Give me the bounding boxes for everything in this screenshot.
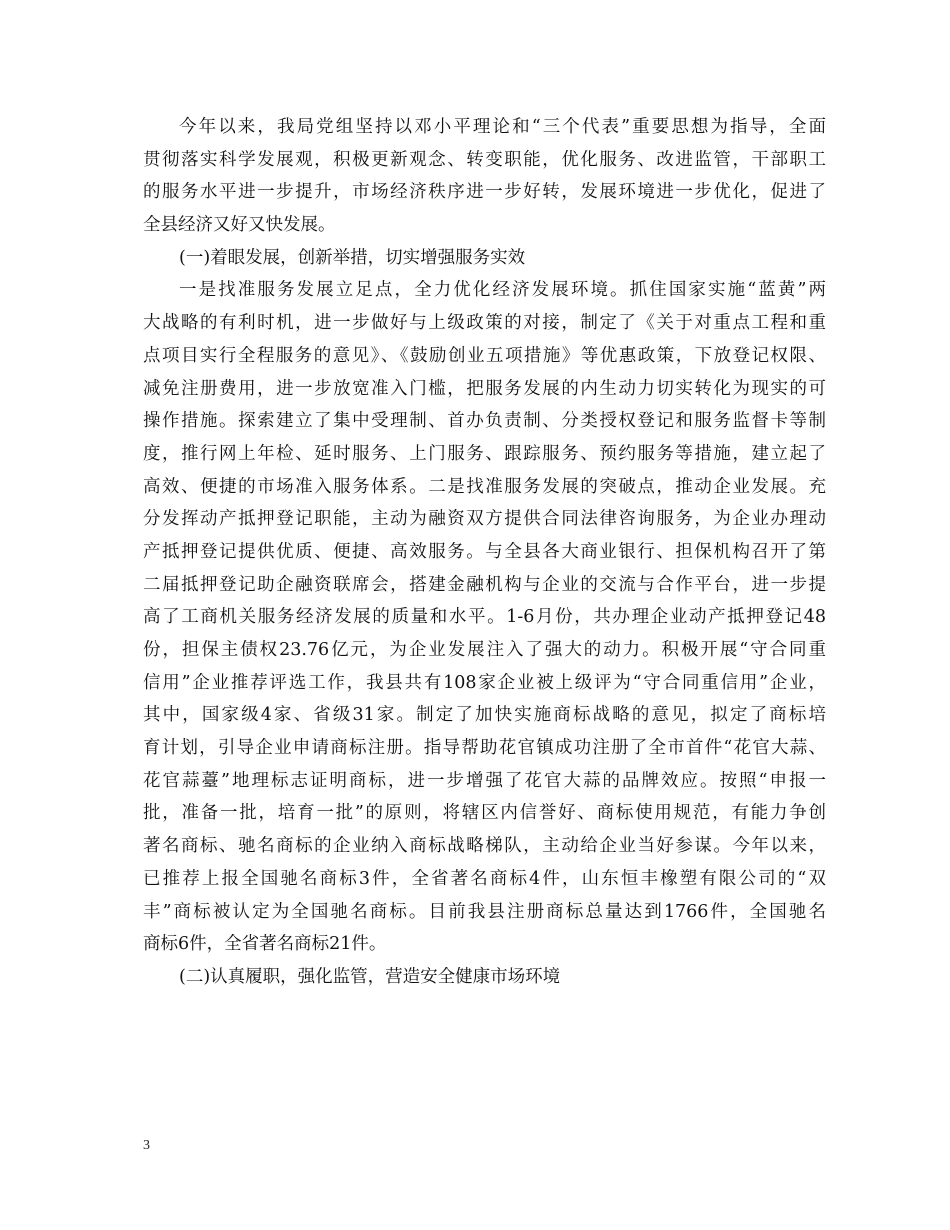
paragraph-line: 高了工商机关服务经济发展的质量和水平。1-6月份，共办理企业动产抵押登记48 [143,607,826,628]
paragraph-line: 贯彻落实科学发展观，积极更新观念、转变职能，优化服务、改进监管，干部职工 [143,149,826,170]
paragraph-line: 已推荐上报全国驰名商标3件，全省著名商标4件，山东恒丰橡塑有限公司的“双 [143,868,826,889]
paragraph-line: 花官蒜薹”地理标志证明商标，进一步增强了花官大蒜的品牌效应。按照“申报一 [143,770,826,791]
paragraph-line: 育计划，引导企业申请商标注册。指导帮助花官镇成功注册了全市首件“花官大蒜、 [143,738,826,759]
paragraph-line: 商标6件，全省著名商标21件。 [143,934,387,955]
paragraph-line: 信用”企业推荐评选工作，我县共有108家企业被上级评为“守合同重信用”企业， [143,672,826,693]
paragraph-line: 度，推行网上年检、延时服务、上门服务、跟踪服务、预约服务等措施，建立起了 [143,443,826,464]
page-number: 3 [143,1138,150,1153]
paragraph-line: 高效、便捷的市场准入服务体系。二是找准服务发展的突破点，推动企业发展。充 [143,476,826,497]
paragraph-line: 批，准备一批，培育一批”的原则，将辖区内信誉好、商标使用规范，有能力争创 [143,803,826,824]
paragraph-line: 一是找准服务发展立足点，全力优化经济发展环境。抓住国家实施“蓝黄”两 [179,280,826,301]
paragraph-line: 点项目实行全程服务的意见》、《鼓励创业五项措施》等优惠政策，下放登记权限、 [143,345,826,366]
paragraph-line: 的服务水平进一步提升，市场经济秩序进一步好转，发展环境进一步优化，促进了 [143,182,826,203]
paragraph-line: 操作措施。探索建立了集中受理制、首办负责制、分类授权登记和服务监督卡等制 [143,411,826,432]
paragraph-line: 份，担保主债权23.76亿元，为企业发展注入了强大的动力。积极开展“守合同重 [143,640,826,660]
paragraph-line: 分发挥动产抵押登记职能，主动为融资双方提供合同法律咨询服务，为企业办理动 [143,509,826,530]
paragraph-line: 全县经济又好又快发展。 [143,215,336,236]
paragraph-line: 其中，国家级4家、省级31家。制定了加快实施商标战略的意见，拟定了商标培 [143,705,826,726]
document-body [143,111,826,994]
paragraph-line: 著名商标、驰名商标的企业纳入商标战略梯队，主动给企业当好参谋。今年以来， [143,836,826,857]
paragraph-line: 二届抵押登记助企融资联席会，搭建金融机构与企业的交流与合作平台，进一步提 [143,574,826,595]
section-heading: (一)着眼发展，创新举措，切实增强服务实效 [179,247,526,268]
paragraph-line: 减免注册费用，进一步放宽准入门槛，把服务发展的内生动力切实转化为现实的可 [143,378,826,399]
paragraph-line: 大战略的有利时机，进一步做好与上级政策的对接，制定了《关于对重点工程和重 [143,313,826,334]
paragraph-line: 丰”商标被认定为全国驰名商标。目前我县注册商标总量达到1766件，全国驰名 [143,901,826,922]
section-heading: (二)认真履职，强化监管，营造安全健康市场环境 [179,966,561,987]
paragraph-line: 今年以来，我局党组坚持以邓小平理论和“三个代表”重要思想为指导，全面 [179,117,826,137]
paragraph-line: 产抵押登记提供优质、便捷、高效服务。与全县各大商业银行、担保机构召开了第 [143,541,826,562]
